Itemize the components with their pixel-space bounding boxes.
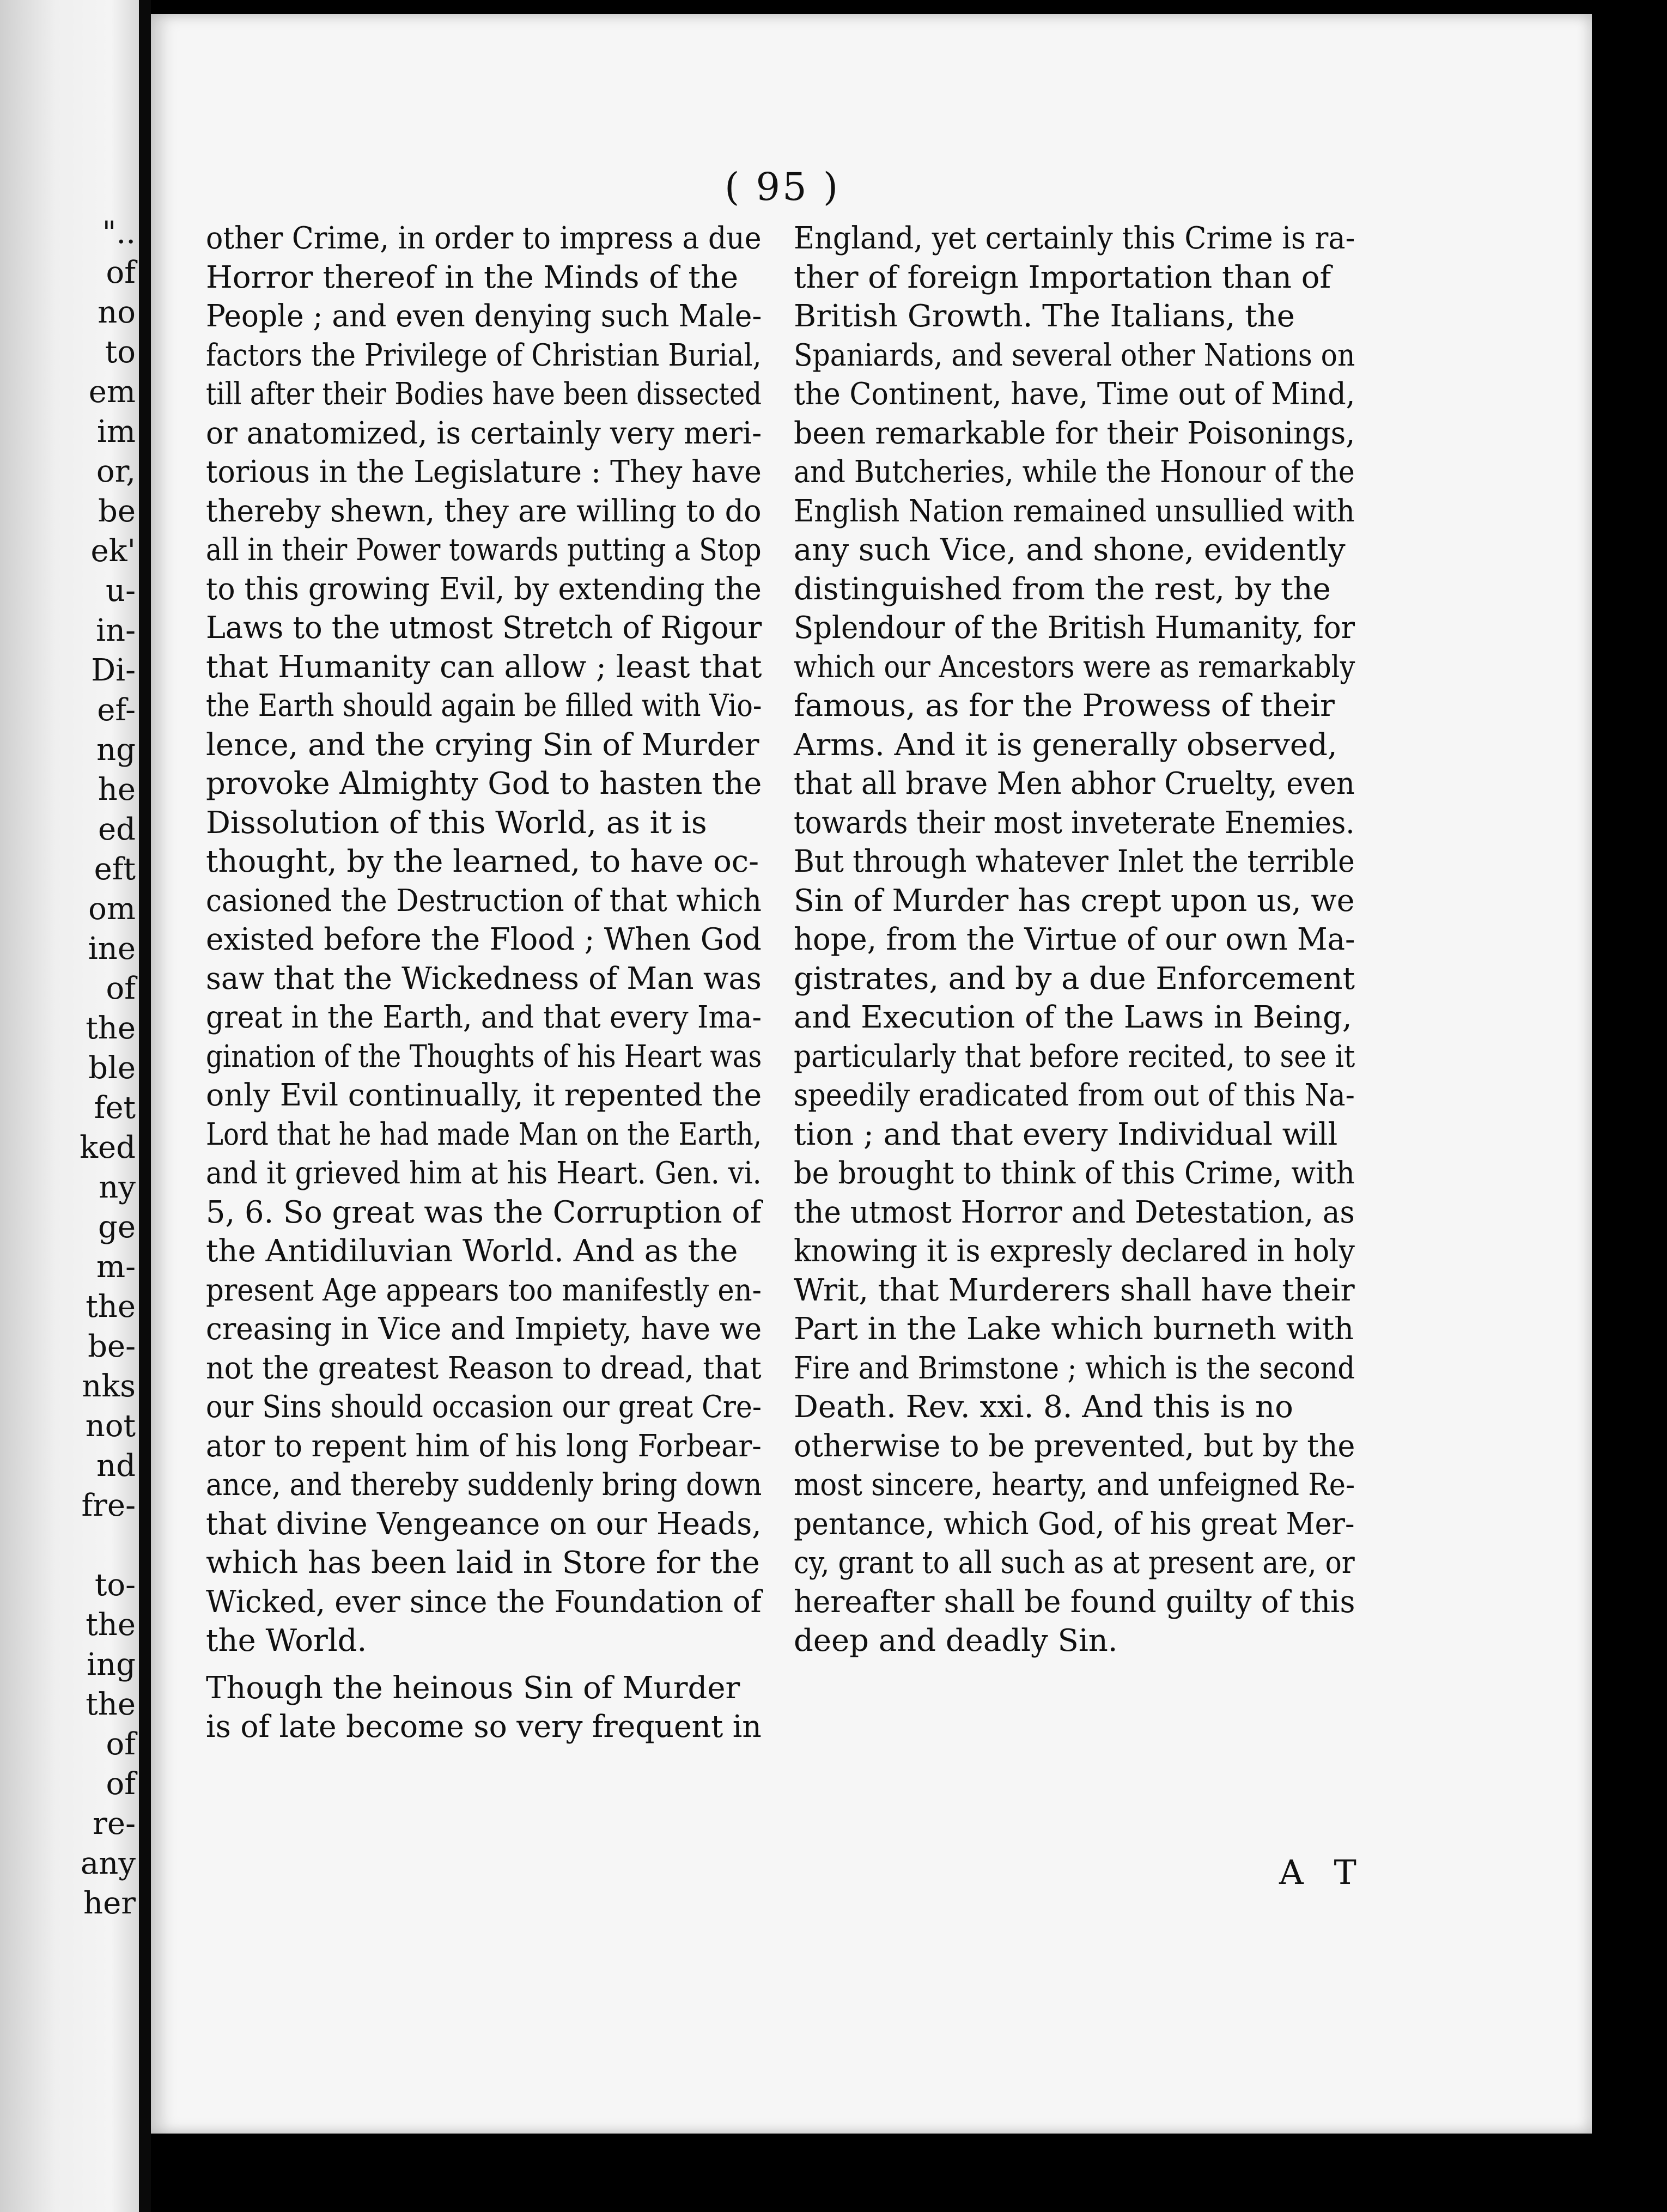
text-line: be brought to think of this Crime, with: [794, 1156, 1355, 1191]
facing-page-text: ek': [90, 533, 136, 569]
facing-page-text: nks: [82, 1369, 136, 1404]
text-line: tion ; and that every Individual will: [794, 1116, 1338, 1152]
text-line: casioned the Destruction of that which: [206, 883, 762, 919]
text-line: to this growing Evil, by extending the: [206, 571, 762, 607]
text-line: existed before the Flood ; When God: [206, 922, 762, 957]
text-line: 5, 6. So great was the Corruption of: [206, 1194, 762, 1230]
text-line: particularly that before recited, to see it: [794, 1038, 1355, 1074]
facing-page-text: ine: [88, 931, 136, 967]
facing-page-text: the: [86, 1289, 136, 1324]
facing-page-text: be-: [88, 1329, 136, 1364]
facing-page-text: fre-: [81, 1488, 136, 1523]
facing-page-text: of: [106, 1766, 136, 1802]
text-line: the Antidiluvian World. And as the: [206, 1233, 738, 1269]
facing-page-text: no: [98, 295, 136, 330]
facing-page-text: fet: [94, 1090, 136, 1126]
text-line: that Humanity can allow ; least that: [206, 649, 762, 685]
text-line: the utmost Horror and Detestation, as: [794, 1194, 1355, 1230]
text-line: that all brave Men abhor Cruelty, even: [794, 766, 1355, 801]
text-line: British Growth. The Italians, the: [794, 299, 1295, 334]
text-line: speedily eradicated from out of this Na-: [794, 1078, 1355, 1113]
facing-page-text: the: [86, 1011, 136, 1046]
text-line: ator to repent him of his long Forbear-: [206, 1428, 762, 1464]
book-gutter: [139, 0, 151, 2212]
text-line: ance, and thereby suddenly bring down: [206, 1467, 762, 1503]
text-line: People ; and even denying such Male-: [206, 299, 762, 334]
text-line: deep and deadly Sin.: [794, 1623, 1118, 1658]
facing-page-text: om: [88, 891, 136, 927]
text-line: till after their Bodies have been dissected: [206, 376, 762, 412]
text-line: Death. Rev. xxi. 8. And this is no: [794, 1389, 1293, 1425]
text-line: been remarkable for their Poisonings,: [794, 415, 1355, 451]
text-line: saw that the Wickedness of Man was: [206, 961, 762, 996]
text-line: hope, from the Virtue of our own Ma-: [794, 922, 1355, 957]
facing-page-text: to: [105, 335, 136, 370]
text-line: English Nation remained unsullied with: [794, 493, 1355, 529]
scan-border: [1592, 0, 1667, 2212]
facing-page-text: "..: [102, 215, 136, 251]
facing-page-text: eft: [94, 852, 136, 887]
text-line: Spaniards, and several other Nations on: [794, 337, 1355, 373]
text-line: Arms. And it is generally observed,: [794, 727, 1337, 763]
text-line: and Execution of the Laws in Being,: [794, 1000, 1352, 1035]
facing-page-text: the: [86, 1687, 136, 1722]
text-line: pentance, which God, of his great Mer-: [794, 1506, 1355, 1542]
facing-page-fragment: [0, 0, 139, 2212]
text-line: only Evil continually, it repented the: [206, 1078, 762, 1113]
text-line: great in the Earth, and that every Ima-: [206, 1000, 762, 1035]
text-line: England, yet certainly this Crime is ra-: [794, 221, 1355, 256]
text-line: ther of foreign Importation than of: [794, 259, 1331, 295]
page-number: ( 95 ): [725, 165, 841, 209]
text-line: Wicked, ever since the Foundation of: [206, 1584, 762, 1620]
text-line: that divine Vengeance on our Heads,: [206, 1506, 762, 1542]
text-line: most sincere, hearty, and unfeigned Re-: [794, 1467, 1355, 1503]
facing-page-text: of: [106, 255, 136, 290]
facing-page-text: ble: [88, 1050, 136, 1086]
facing-page-text: ed: [98, 812, 136, 847]
catchword: A T: [1279, 1852, 1366, 1892]
text-line: Horror thereof in the Minds of the: [206, 259, 739, 295]
text-line: any such Vice, and shone, evidently: [794, 532, 1346, 568]
facing-page-text: em: [88, 374, 136, 410]
text-line: distinguished from the rest, by the: [794, 571, 1331, 607]
text-line: gination of the Thoughts of his Heart was: [206, 1038, 762, 1074]
text-line: factors the Privilege of Christian Burial,: [206, 337, 762, 373]
text-line: provoke Almighty God to hasten the: [206, 766, 762, 801]
facing-page-text: ny: [99, 1170, 136, 1205]
facing-page-text: im: [96, 414, 136, 449]
text-line: lence, and the crying Sin of Murder: [206, 727, 759, 763]
text-line: cy, grant to all such as at present are, or: [794, 1545, 1355, 1581]
facing-page-text: her: [83, 1886, 136, 1921]
text-line: not the greatest Reason to dread, that: [206, 1350, 762, 1386]
text-line: knowing it is expresly declared in holy: [794, 1233, 1355, 1269]
facing-page-text: not: [85, 1408, 136, 1444]
text-line: gistrates, and by a due Enforcement: [794, 961, 1355, 996]
text-line: Splendour of the British Humanity, for: [794, 610, 1355, 646]
text-line: Though the heinous Sin of Murder: [206, 1670, 740, 1706]
facing-page-text: Di-: [91, 653, 136, 688]
text-line: all in their Power towards putting a Stop: [206, 532, 762, 568]
text-line: Part in the Lake which burneth with: [794, 1311, 1354, 1347]
text-line: other Crime, in order to impress a due: [206, 221, 762, 256]
text-line: is of late become so very frequent in: [206, 1709, 762, 1745]
text-line: thought, by the learned, to have oc-: [206, 844, 759, 879]
text-line: famous, as for the Prowess of their: [794, 688, 1335, 724]
text-line: Laws to the utmost Stretch of Rigour: [206, 610, 762, 646]
facing-page-text: u-: [106, 573, 136, 609]
text-line: But through whatever Inlet the terrible: [794, 844, 1355, 879]
facing-page-text: m-: [96, 1249, 136, 1285]
text-line: present Age appears too manifestly en-: [206, 1272, 762, 1308]
facing-page-text: to-: [94, 1567, 136, 1603]
facing-page-text: re-: [93, 1806, 136, 1842]
text-line: or anatomized, is certainly very meri-: [206, 415, 762, 451]
text-line: otherwise to be prevented, but by the: [794, 1428, 1355, 1464]
text-line: the Earth should again be filled with Vio-: [206, 688, 762, 724]
text-line: creasing in Vice and Impiety, have we: [206, 1311, 762, 1347]
facing-page-text: ge: [98, 1210, 136, 1245]
text-line: and Butcheries, while the Honour of the: [794, 454, 1355, 490]
text-line: hereafter shall be found guilty of this: [794, 1584, 1355, 1620]
text-line: and it grieved him at his Heart. Gen. vi.: [206, 1156, 762, 1191]
text-line: which our Ancestors were as remarkably: [794, 649, 1355, 685]
facing-page-text: in-: [96, 613, 136, 648]
text-line: Lord that he had made Man on the Earth,: [206, 1116, 762, 1152]
text-line: thereby shewn, they are willing to do: [206, 493, 762, 529]
facing-page-text: ing: [87, 1647, 136, 1682]
facing-page-text: of: [106, 1727, 136, 1762]
facing-page-text: of: [106, 971, 136, 1006]
facing-page-text: nd: [96, 1448, 136, 1484]
text-line: Fire and Brimstone ; which is the second: [794, 1350, 1355, 1386]
text-line: the Continent, have, Time out of Mind,: [794, 376, 1355, 412]
text-line: the World.: [206, 1623, 367, 1658]
text-line: our Sins should occasion our great Cre-: [206, 1389, 762, 1425]
facing-page-text: ng: [96, 732, 136, 768]
text-line: torious in the Legislature : They have: [206, 454, 762, 490]
facing-page-text: ked: [80, 1130, 136, 1165]
text-line: Sin of Murder has crept upon us, we: [794, 883, 1355, 919]
text-line: which has been laid in Store for the: [206, 1545, 760, 1581]
text-line: towards their most inveterate Enemies.: [794, 805, 1355, 841]
facing-page-text: any: [80, 1846, 136, 1881]
facing-page-text: ef-: [97, 692, 136, 728]
facing-page-text: be: [98, 494, 136, 529]
text-line: Dissolution of this World, as it is: [206, 805, 707, 841]
facing-page-text: the: [86, 1607, 136, 1643]
text-line: Writ, that Murderers shall have their: [794, 1272, 1355, 1308]
facing-page-text: he: [98, 772, 136, 807]
facing-page-text: or,: [96, 454, 136, 489]
